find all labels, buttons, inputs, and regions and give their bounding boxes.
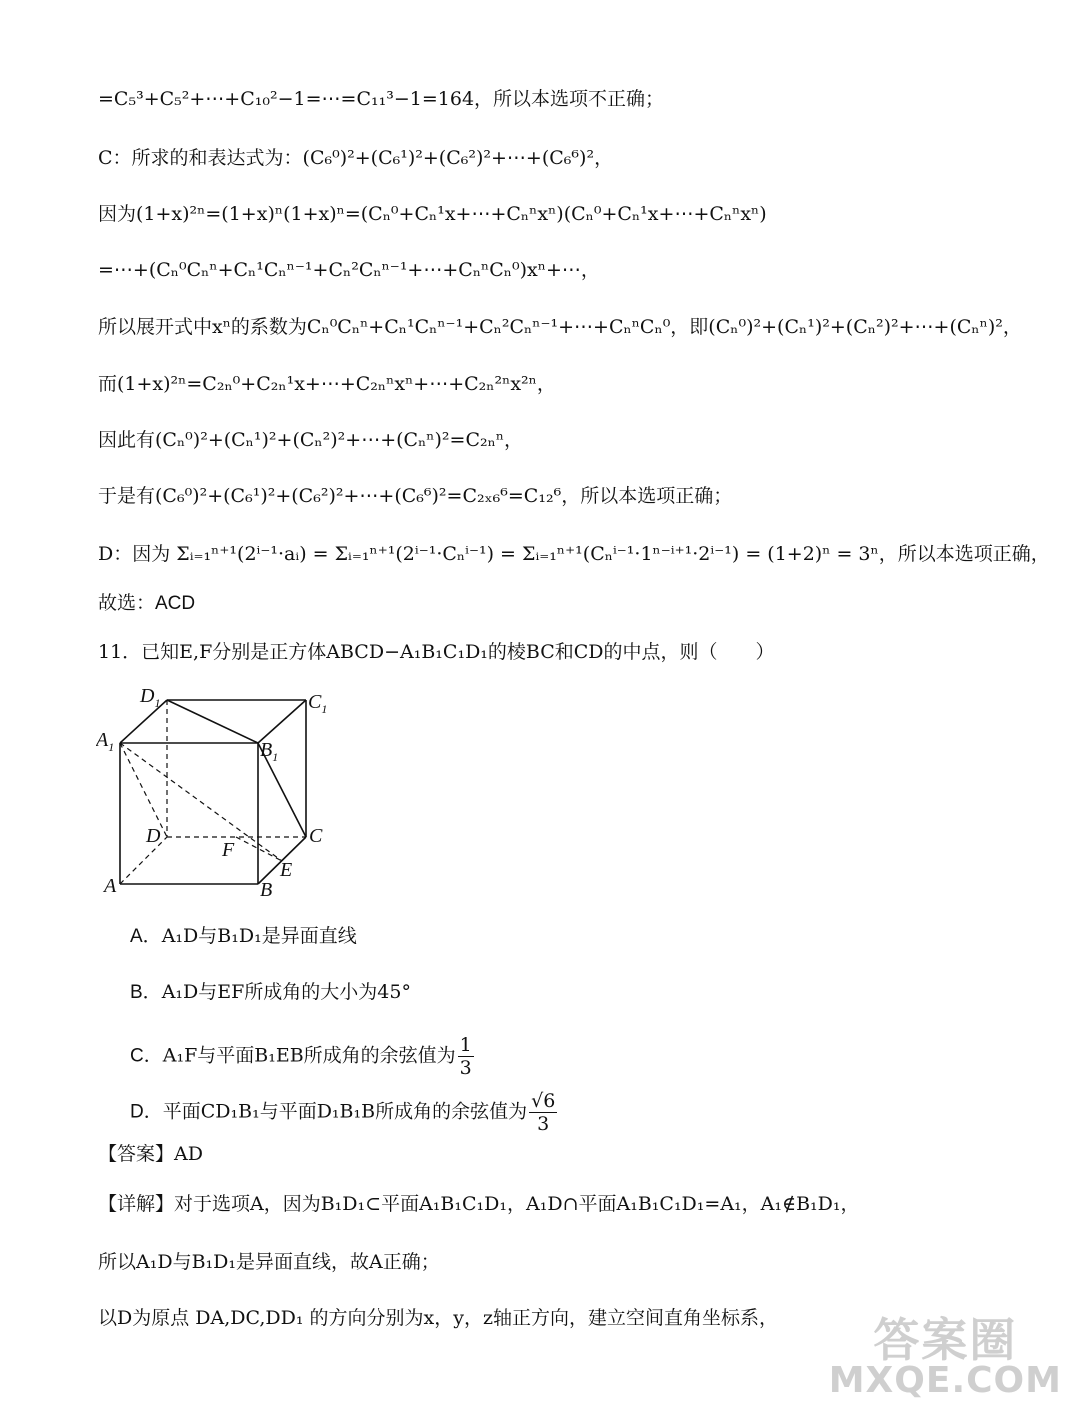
watermark-bottom: MXQE.COM <box>828 1360 1062 1401</box>
option-c-text: A₁F与平面B₁EB所成角的余弦值为 <box>162 1044 456 1067</box>
option-b-prefix: B． <box>130 982 162 1003</box>
text-line-1: =C₅³+C₅²+⋯+C₁₀²−1=⋯=C₁₁³−1=164，所以本选项不正确； <box>98 88 665 110</box>
option-a <box>130 922 357 951</box>
text-line-4: =⋯+(Cₙ⁰Cₙⁿ+Cₙ¹Cₙⁿ⁻¹+Cₙ²Cₙⁿ⁻¹+⋯+CₙⁿCₙ⁰)xⁿ+⋯， <box>98 259 600 281</box>
label-E: E <box>280 859 293 881</box>
text-line-10: 故选：ACD <box>98 593 196 614</box>
detail-line-2: 所以A₁D与B₁D₁是异面直线，故A正确； <box>98 1251 440 1273</box>
option-c-numerator: 1 <box>459 1034 472 1056</box>
label-A: A <box>104 875 117 897</box>
label-C1: $C_1$ <box>308 691 328 716</box>
cube-hidden-edges <box>120 700 306 884</box>
option-d-denominator: 3 <box>537 1113 550 1135</box>
option-d-fraction <box>529 1090 557 1135</box>
option-c-fraction <box>458 1034 474 1079</box>
cube-figure <box>96 680 346 900</box>
option-d-text: 平面CD₁B₁与平面D₁B₁B所成角的余弦值为 <box>162 1100 528 1123</box>
option-c <box>130 1034 476 1079</box>
text-line-3: 因为(1+x)²ⁿ=(1+x)ⁿ(1+x)ⁿ=(Cₙ⁰+Cₙ¹x+⋯+Cₙⁿxⁿ)(Cₙ⁰+Cₙ¹x+⋯+Cₙⁿxⁿ) <box>98 203 767 225</box>
option-b-text: A₁D与EF所成角的大小为45° <box>161 981 411 1003</box>
watermark-top: 答案圈 <box>873 1313 1018 1367</box>
option-d-prefix: D． <box>130 1101 163 1123</box>
label-B1: $B_1$ <box>260 739 279 764</box>
text-line-2: C：所求的和表达式为：(C₆⁰)²+(C₆¹)²+(C₆²)²+⋯+(C₆⁶)²， <box>98 147 614 169</box>
option-a-prefix: A． <box>130 926 162 947</box>
diag-A1D <box>120 743 167 837</box>
text-line-5: 所以展开式中xⁿ的系数为Cₙ⁰Cₙⁿ+Cₙ¹Cₙⁿ⁻¹+Cₙ²Cₙⁿ⁻¹+⋯+CₙⁿCₙ⁰，即(Cₙ⁰)²+(Cₙ¹)²+(Cₙ²)²+⋯+(Cₙⁿ)²， <box>98 316 1022 338</box>
text-line-7: 因此有(Cₙ⁰)²+(Cₙ¹)²+(Cₙ²)²+⋯+(Cₙⁿ)²=C₂ₙⁿ， <box>98 429 524 451</box>
text-line-9: D：因为 Σᵢ₌₁ⁿ⁺¹(2ⁱ⁻¹·aᵢ) = Σᵢ₌₁ⁿ⁺¹(2ⁱ⁻¹·Cₙⁱ⁻¹) = Σᵢ₌₁ⁿ⁺¹(Cₙⁱ⁻¹·1ⁿ⁻ⁱ⁺¹·2ⁱ⁻¹) = (1+2)ⁿ = 3ⁿ，所以本选项正确， <box>98 543 1050 565</box>
label-D1: $D_1$ <box>140 685 161 710</box>
label-B: B <box>260 879 273 900</box>
label-F: F <box>222 839 235 861</box>
text-line-8: 于是有(C₆⁰)²+(C₆¹)²+(C₆²)²+⋯+(C₆⁶)²=C₂ₓ₆⁶=C₁₂⁶，所以本选项正确； <box>98 485 733 507</box>
option-c-prefix: C． <box>130 1045 163 1067</box>
answer-line: 【答案】AD <box>98 1143 203 1165</box>
option-a-text: A₁D与B₁D₁是异面直线 <box>161 925 357 947</box>
diag-D1B1 <box>167 700 258 743</box>
option-b <box>130 978 411 1007</box>
watermark-logo <box>828 1313 1062 1401</box>
option-c-denominator: 3 <box>459 1057 472 1079</box>
detail-line-1: 【详解】对于选项A，因为B₁D₁⊂平面A₁B₁C₁D₁，A₁D∩平面A₁B₁C₁D₁=A₁，A₁∉B₁D₁， <box>98 1193 860 1215</box>
label-C: C <box>309 825 323 847</box>
detail-line-3: 以D为原点 DA,DC,DD₁ 的方向分别为x，y，z轴正方向，建立空间直角坐标系， <box>98 1307 778 1329</box>
question-11: 11．已知E,F分别是正方体ABCD−A₁B₁C₁D₁的棱BC和CD的中点，则（ ） <box>98 641 775 663</box>
edge-B1C1 <box>258 700 306 743</box>
option-d-numerator: √6 <box>531 1090 556 1112</box>
text-line-6: 而(1+x)²ⁿ=C₂ₙ⁰+C₂ₙ¹x+⋯+C₂ₙⁿxⁿ+⋯+C₂ₙ²ⁿx²ⁿ， <box>98 373 556 395</box>
line-FE <box>236 837 282 861</box>
option-d <box>130 1090 559 1135</box>
label-D: D <box>146 825 161 847</box>
label-A1: $A_1$ <box>96 729 115 754</box>
